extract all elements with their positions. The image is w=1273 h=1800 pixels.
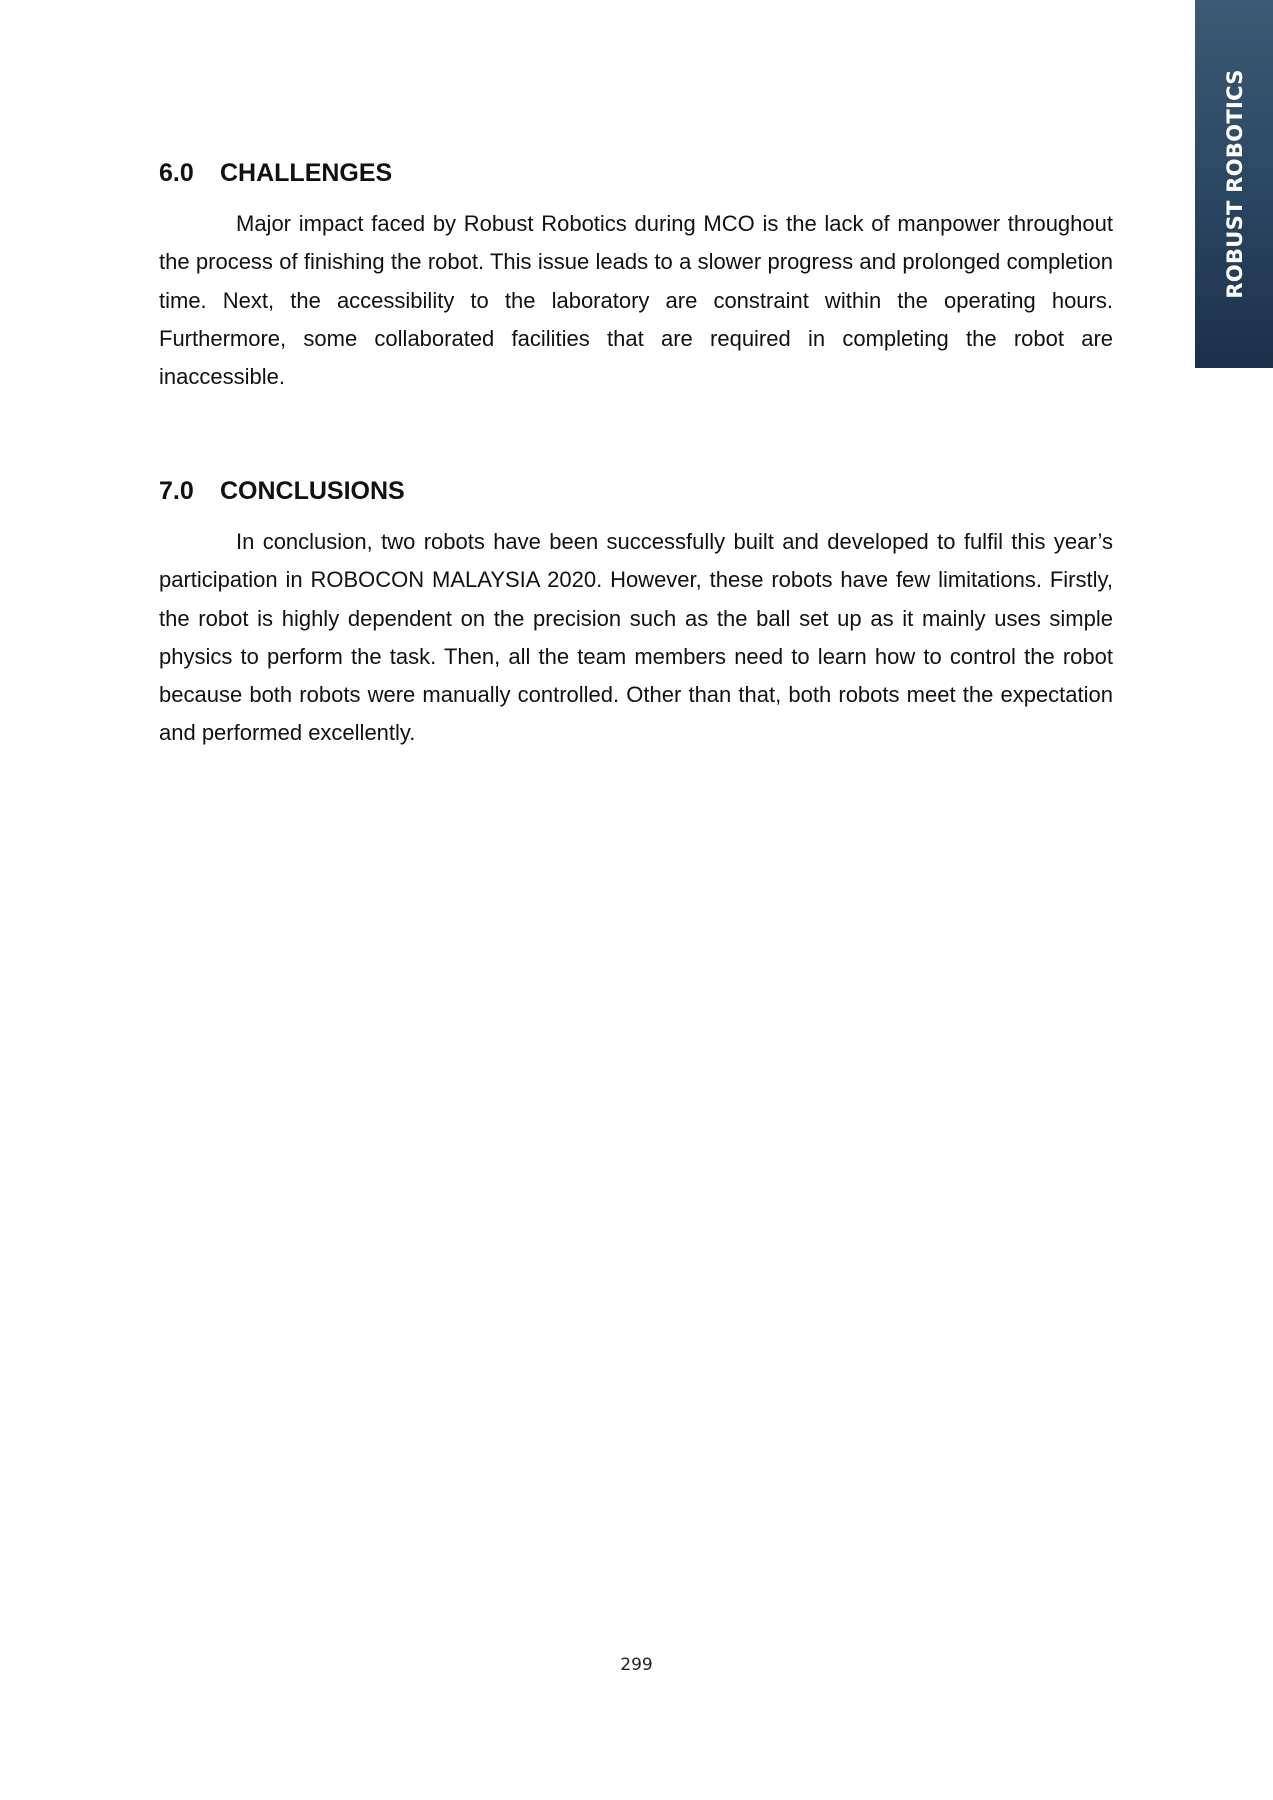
section-title: CONCLUSIONS [220, 477, 405, 505]
section-paragraph: In conclusion, two robots have been successfully built and developed to fulfil this year’s participation in ROBOCON MALAYSIA 2020. However, these robots have few limitations. Firstly, the robot is highly dependent on the precision such as the ball set up as it mainly uses simple physics to perform the task. Then, all the team members need to learn how to control the robot because both robots were manually controlled. Other than that, both robots meet the expectation and performed excellently. [159, 529, 1113, 746]
section-conclusions [159, 476, 1113, 753]
page-number: 299 [620, 1655, 653, 1675]
section-heading [159, 476, 1113, 506]
section-title: CHALLENGES [220, 159, 393, 187]
section-number: 7.0 [159, 477, 194, 505]
section-paragraph: Major impact faced by Robust Robotics during MCO is the lack of manpower throughout the process of finishing the robot. This issue leads to a slower progress and prolonged completion time. Next, the accessibility to the laboratory are constraint within the operating hours. Furthermore, some collaborated facilities that are required in completing the robot are inaccessible. [159, 211, 1113, 390]
section-heading [159, 158, 1113, 188]
section-number: 6.0 [159, 159, 194, 187]
side-tab-label: ROBUST ROBOTICS [1223, 69, 1247, 299]
section-challenges [159, 158, 1113, 396]
